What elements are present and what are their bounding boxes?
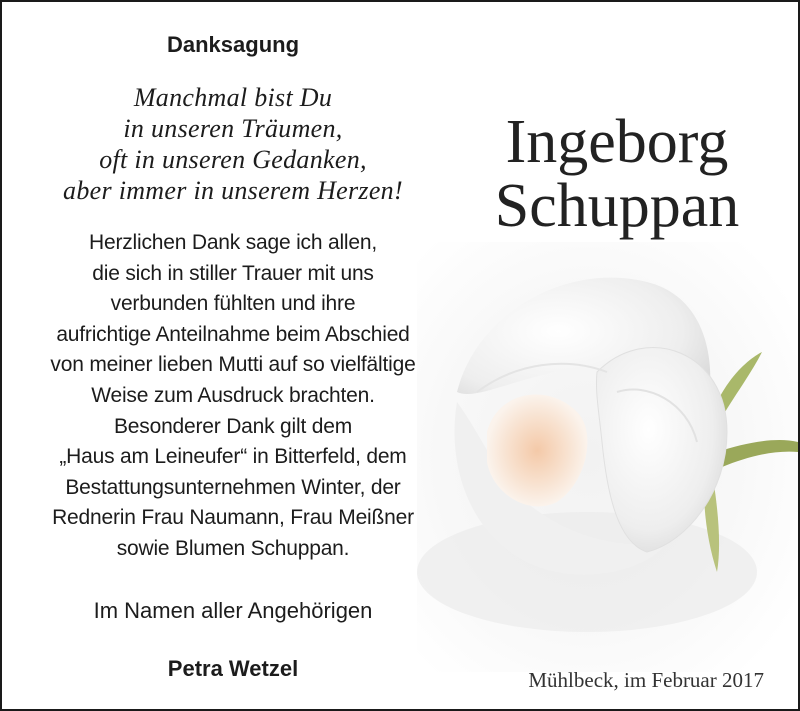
first-name: Ingeborg bbox=[505, 108, 729, 176]
thanks-line: von meiner lieben Mutti auf so vielfältige bbox=[50, 353, 416, 377]
thanks-line: Weise zum Ausdruck brachten. bbox=[91, 383, 375, 407]
poem-line: in unseren Träumen, bbox=[123, 114, 343, 143]
thanks-line: die sich in stiller Trauer mit uns bbox=[92, 261, 374, 285]
thanks-text bbox=[2, 228, 464, 565]
place-date: Mühlbeck, im Februar 2017 bbox=[528, 668, 764, 692]
thanks-line: „Haus am Leineufer“ in Bitterfeld, dem bbox=[59, 445, 407, 469]
poem-line: oft in unseren Gedanken, bbox=[99, 145, 367, 174]
poem-line: aber immer in unserem Herzen! bbox=[63, 176, 403, 205]
deceased-name bbox=[452, 110, 782, 238]
thanks-line: Bestattungsunternehmen Winter, der bbox=[65, 475, 401, 499]
poem bbox=[2, 82, 464, 206]
thanks-line: Rednerin Frau Naumann, Frau Meißner bbox=[52, 506, 414, 530]
thanks-line: verbunden fühlten und ihre bbox=[110, 292, 356, 316]
closing-line: Im Namen aller Angehörigen bbox=[93, 598, 373, 623]
white-rose-image bbox=[417, 242, 798, 672]
thanks-line: Besonderer Dank gilt dem bbox=[114, 414, 352, 438]
poem-line: Manchmal bist Du bbox=[133, 83, 333, 112]
signature-name: Petra Wetzel bbox=[167, 656, 299, 681]
heading: Danksagung bbox=[166, 32, 300, 57]
thanks-line: sowie Blumen Schuppan. bbox=[116, 536, 350, 560]
last-name: Schuppan bbox=[494, 172, 740, 240]
thanks-line: aufrichtige Anteilnahme beim Abschied bbox=[56, 322, 410, 346]
thanks-line: Herzlichen Dank sage ich allen, bbox=[89, 231, 377, 254]
